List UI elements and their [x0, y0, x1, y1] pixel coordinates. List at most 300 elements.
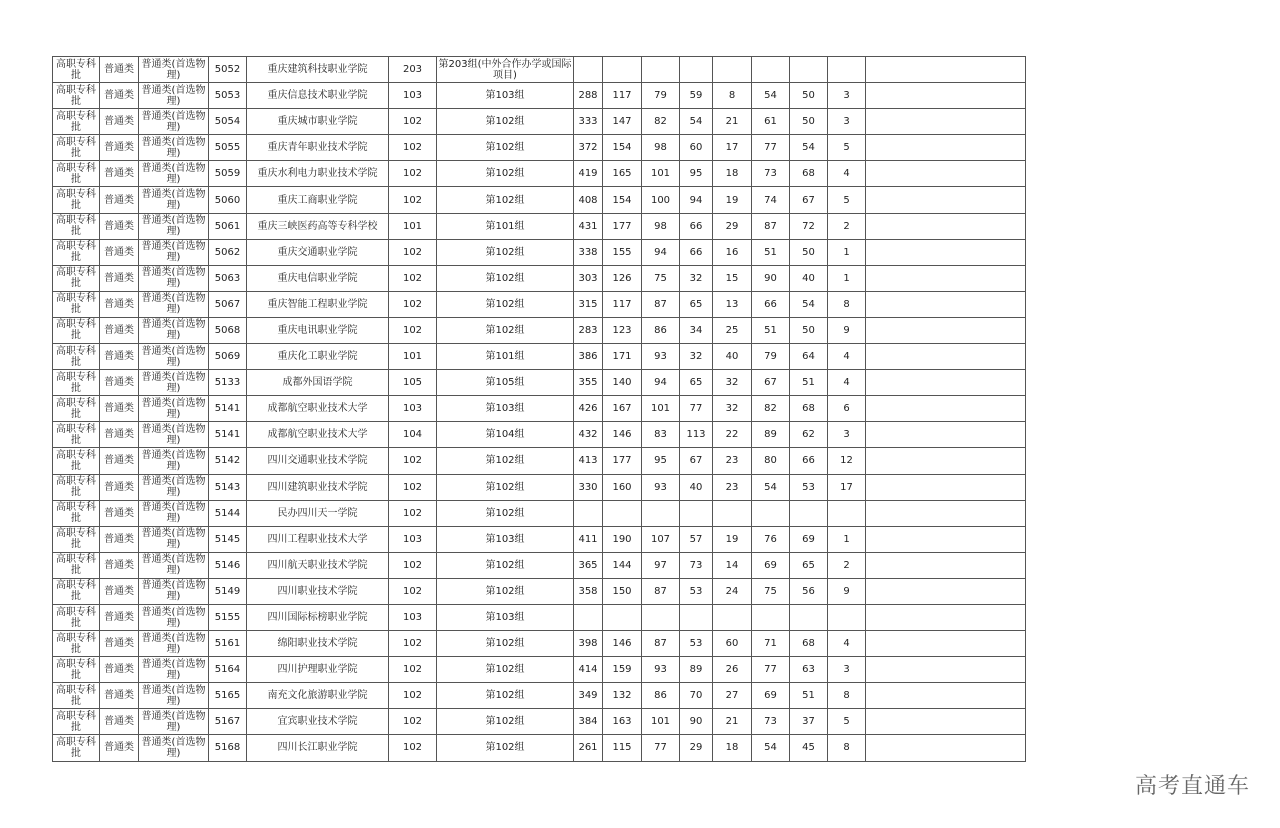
subject-type-cell: 普通类(首选物理): [139, 213, 209, 239]
group-name-cell: 第102组: [437, 187, 574, 213]
score-physics-cell: 8: [713, 83, 752, 109]
table-row: [53, 552, 1026, 578]
school-code-cell: 5146: [209, 552, 247, 578]
school-name-cell: 重庆信息技术职业学院: [247, 83, 389, 109]
score-chinese-cell: 132: [603, 683, 642, 709]
school-code-cell: 5060: [209, 187, 247, 213]
score-math-cell: 87: [642, 631, 680, 657]
score-physics-cell: 19: [713, 526, 752, 552]
school-code-cell: 5062: [209, 239, 247, 265]
score-physics-cell: 27: [713, 683, 752, 709]
table-row: [53, 683, 1026, 709]
rank-cell: 9: [828, 317, 866, 343]
table-row: [53, 526, 1026, 552]
category-cell: 普通类: [100, 370, 139, 396]
score-elective-1-cell: 80: [752, 448, 790, 474]
rank-cell: 5: [828, 187, 866, 213]
score-chinese-cell: 159: [603, 657, 642, 683]
category-cell: 普通类: [100, 396, 139, 422]
batch-cell: 高职专科批: [53, 265, 100, 291]
rank-cell: 1: [828, 265, 866, 291]
school-code-cell: 5141: [209, 396, 247, 422]
group-name-cell: 第103组: [437, 396, 574, 422]
score-physics-cell: 15: [713, 265, 752, 291]
score-physics-cell: 32: [713, 370, 752, 396]
school-name-cell: 四川职业技术学院: [247, 578, 389, 604]
score-physics-cell: 21: [713, 709, 752, 735]
blank-cell: [866, 578, 1026, 604]
score-english-cell: [680, 57, 713, 83]
score-chinese-cell: [603, 604, 642, 630]
score-english-cell: 65: [680, 291, 713, 317]
subject-type-cell: 普通类(首选物理): [139, 552, 209, 578]
score-elective-2-cell: 50: [790, 317, 828, 343]
score-physics-cell: 60: [713, 631, 752, 657]
table-row: [53, 239, 1026, 265]
score-total-cell: 426: [574, 396, 603, 422]
score-math-cell: 107: [642, 526, 680, 552]
table-row: [53, 448, 1026, 474]
rank-cell: 5: [828, 709, 866, 735]
batch-cell: 高职专科批: [53, 57, 100, 83]
score-math-cell: [642, 604, 680, 630]
score-elective-1-cell: 51: [752, 239, 790, 265]
rank-cell: [828, 604, 866, 630]
table-row: [53, 631, 1026, 657]
score-chinese-cell: 167: [603, 396, 642, 422]
blank-cell: [866, 526, 1026, 552]
batch-cell: 高职专科批: [53, 239, 100, 265]
score-elective-1-cell: 74: [752, 187, 790, 213]
score-chinese-cell: 117: [603, 83, 642, 109]
score-math-cell: 94: [642, 370, 680, 396]
batch-cell: 高职专科批: [53, 448, 100, 474]
score-english-cell: 32: [680, 265, 713, 291]
batch-cell: 高职专科批: [53, 135, 100, 161]
score-physics-cell: 40: [713, 344, 752, 370]
blank-cell: [866, 422, 1026, 448]
group-name-cell: 第104组: [437, 422, 574, 448]
score-english-cell: 70: [680, 683, 713, 709]
score-physics-cell: 13: [713, 291, 752, 317]
school-name-cell: 四川长江职业学院: [247, 735, 389, 761]
score-elective-2-cell: 69: [790, 526, 828, 552]
school-code-cell: 5144: [209, 500, 247, 526]
group-name-cell: 第102组: [437, 683, 574, 709]
score-math-cell: 86: [642, 317, 680, 343]
score-elective-2-cell: 64: [790, 344, 828, 370]
subject-type-cell: 普通类(首选物理): [139, 657, 209, 683]
score-english-cell: [680, 500, 713, 526]
table-row: [53, 213, 1026, 239]
school-name-cell: 重庆电讯职业学院: [247, 317, 389, 343]
blank-cell: [866, 317, 1026, 343]
score-physics-cell: 14: [713, 552, 752, 578]
category-cell: 普通类: [100, 317, 139, 343]
group-code-cell: 104: [389, 422, 437, 448]
school-code-cell: 5063: [209, 265, 247, 291]
score-total-cell: 413: [574, 448, 603, 474]
table-row: [53, 317, 1026, 343]
batch-cell: 高职专科批: [53, 604, 100, 630]
score-english-cell: 94: [680, 187, 713, 213]
batch-cell: 高职专科批: [53, 735, 100, 761]
subject-type-cell: 普通类(首选物理): [139, 474, 209, 500]
watermark-text: 高考直通车: [1134, 774, 1250, 799]
score-elective-2-cell: 68: [790, 161, 828, 187]
score-chinese-cell: 126: [603, 265, 642, 291]
group-code-cell: 102: [389, 709, 437, 735]
subject-type-cell: 普通类(首选物理): [139, 135, 209, 161]
score-chinese-cell: 163: [603, 709, 642, 735]
group-name-cell: 第102组: [437, 552, 574, 578]
group-name-cell: 第102组: [437, 109, 574, 135]
table-row: [53, 422, 1026, 448]
rank-cell: 3: [828, 83, 866, 109]
group-code-cell: 102: [389, 500, 437, 526]
batch-cell: 高职专科批: [53, 526, 100, 552]
score-chinese-cell: 155: [603, 239, 642, 265]
table-row: [53, 370, 1026, 396]
group-name-cell: 第102组: [437, 500, 574, 526]
score-english-cell: 34: [680, 317, 713, 343]
school-name-cell: 四川工程职业技术大学: [247, 526, 389, 552]
subject-type-cell: 普通类(首选物理): [139, 500, 209, 526]
blank-cell: [866, 735, 1026, 761]
school-code-cell: 5142: [209, 448, 247, 474]
score-total-cell: [574, 57, 603, 83]
rank-cell: 4: [828, 370, 866, 396]
score-elective-2-cell: 63: [790, 657, 828, 683]
school-name-cell: 成都外国语学院: [247, 370, 389, 396]
score-math-cell: 95: [642, 448, 680, 474]
score-english-cell: 65: [680, 370, 713, 396]
score-elective-1-cell: [752, 500, 790, 526]
group-code-cell: 102: [389, 683, 437, 709]
table-row: [53, 187, 1026, 213]
score-elective-1-cell: 71: [752, 631, 790, 657]
score-math-cell: 87: [642, 578, 680, 604]
score-math-cell: 101: [642, 161, 680, 187]
score-math-cell: 101: [642, 709, 680, 735]
school-name-cell: 成都航空职业技术大学: [247, 422, 389, 448]
score-math-cell: 98: [642, 213, 680, 239]
category-cell: 普通类: [100, 552, 139, 578]
table-row: [53, 161, 1026, 187]
score-physics-cell: 17: [713, 135, 752, 161]
score-math-cell: 100: [642, 187, 680, 213]
table-row: [53, 604, 1026, 630]
group-code-cell: 102: [389, 291, 437, 317]
score-total-cell: 333: [574, 109, 603, 135]
group-name-cell: 第103组: [437, 604, 574, 630]
blank-cell: [866, 239, 1026, 265]
score-math-cell: [642, 57, 680, 83]
score-total-cell: [574, 500, 603, 526]
score-elective-2-cell: 72: [790, 213, 828, 239]
category-cell: 普通类: [100, 265, 139, 291]
score-total-cell: 411: [574, 526, 603, 552]
score-elective-1-cell: 51: [752, 317, 790, 343]
batch-cell: 高职专科批: [53, 422, 100, 448]
school-code-cell: 5165: [209, 683, 247, 709]
score-elective-2-cell: 50: [790, 239, 828, 265]
school-name-cell: 重庆水利电力职业技术学院: [247, 161, 389, 187]
group-code-cell: 102: [389, 239, 437, 265]
group-code-cell: 103: [389, 83, 437, 109]
score-english-cell: 59: [680, 83, 713, 109]
score-english-cell: 95: [680, 161, 713, 187]
school-name-cell: 重庆青年职业技术学院: [247, 135, 389, 161]
blank-cell: [866, 552, 1026, 578]
score-elective-2-cell: 40: [790, 265, 828, 291]
group-code-cell: 102: [389, 474, 437, 500]
batch-cell: 高职专科批: [53, 109, 100, 135]
group-name-cell: 第103组: [437, 526, 574, 552]
score-elective-2-cell: 51: [790, 683, 828, 709]
score-chinese-cell: 123: [603, 317, 642, 343]
score-chinese-cell: 154: [603, 187, 642, 213]
score-elective-1-cell: [752, 604, 790, 630]
group-code-cell: 105: [389, 370, 437, 396]
batch-cell: 高职专科批: [53, 552, 100, 578]
subject-type-cell: 普通类(首选物理): [139, 448, 209, 474]
group-code-cell: 102: [389, 448, 437, 474]
school-code-cell: 5052: [209, 57, 247, 83]
school-name-cell: 绵阳职业技术学院: [247, 631, 389, 657]
blank-cell: [866, 83, 1026, 109]
score-math-cell: 93: [642, 344, 680, 370]
score-physics-cell: 22: [713, 422, 752, 448]
school-name-cell: 四川国际标榜职业学院: [247, 604, 389, 630]
score-math-cell: 77: [642, 735, 680, 761]
score-chinese-cell: 140: [603, 370, 642, 396]
score-elective-2-cell: 45: [790, 735, 828, 761]
score-math-cell: 93: [642, 657, 680, 683]
admission-table-sheet: [52, 56, 1026, 762]
score-physics-cell: 21: [713, 109, 752, 135]
category-cell: 普通类: [100, 631, 139, 657]
score-math-cell: [642, 500, 680, 526]
score-elective-1-cell: 90: [752, 265, 790, 291]
batch-cell: 高职专科批: [53, 213, 100, 239]
score-chinese-cell: 147: [603, 109, 642, 135]
score-elective-1-cell: 67: [752, 370, 790, 396]
blank-cell: [866, 161, 1026, 187]
score-total-cell: 261: [574, 735, 603, 761]
category-cell: 普通类: [100, 344, 139, 370]
group-code-cell: 102: [389, 161, 437, 187]
score-elective-2-cell: 67: [790, 187, 828, 213]
school-code-cell: 5053: [209, 83, 247, 109]
group-code-cell: 101: [389, 344, 437, 370]
batch-cell: 高职专科批: [53, 631, 100, 657]
batch-cell: 高职专科批: [53, 344, 100, 370]
subject-type-cell: 普通类(首选物理): [139, 735, 209, 761]
score-total-cell: 432: [574, 422, 603, 448]
score-physics-cell: 18: [713, 161, 752, 187]
school-name-cell: 重庆交通职业学院: [247, 239, 389, 265]
score-total-cell: 365: [574, 552, 603, 578]
group-name-cell: 第102组: [437, 578, 574, 604]
group-name-cell: 第102组: [437, 291, 574, 317]
score-elective-1-cell: 75: [752, 578, 790, 604]
category-cell: 普通类: [100, 161, 139, 187]
school-code-cell: 5145: [209, 526, 247, 552]
batch-cell: 高职专科批: [53, 291, 100, 317]
subject-type-cell: 普通类(首选物理): [139, 631, 209, 657]
score-chinese-cell: 144: [603, 552, 642, 578]
batch-cell: 高职专科批: [53, 317, 100, 343]
group-name-cell: 第102组: [437, 239, 574, 265]
blank-cell: [866, 474, 1026, 500]
table-row: [53, 265, 1026, 291]
score-elective-1-cell: 79: [752, 344, 790, 370]
score-english-cell: [680, 604, 713, 630]
school-code-cell: 5168: [209, 735, 247, 761]
score-total-cell: 315: [574, 291, 603, 317]
score-elective-1-cell: 77: [752, 135, 790, 161]
blank-cell: [866, 500, 1026, 526]
score-physics-cell: 18: [713, 735, 752, 761]
school-name-cell: 成都航空职业技术大学: [247, 396, 389, 422]
table-row: [53, 83, 1026, 109]
school-name-cell: 四川建筑职业技术学院: [247, 474, 389, 500]
score-physics-cell: [713, 57, 752, 83]
table-row: [53, 57, 1026, 83]
score-english-cell: 73: [680, 552, 713, 578]
table-row: [53, 396, 1026, 422]
school-name-cell: 重庆化工职业学院: [247, 344, 389, 370]
group-code-cell: 102: [389, 657, 437, 683]
score-math-cell: 87: [642, 291, 680, 317]
school-name-cell: 重庆三峡医药高等专科学校: [247, 213, 389, 239]
table-row: [53, 578, 1026, 604]
category-cell: 普通类: [100, 474, 139, 500]
score-elective-2-cell: 68: [790, 396, 828, 422]
group-name-cell: 第102组: [437, 631, 574, 657]
score-chinese-cell: 171: [603, 344, 642, 370]
school-name-cell: 重庆工商职业学院: [247, 187, 389, 213]
school-name-cell: 重庆建筑科技职业学院: [247, 57, 389, 83]
score-chinese-cell: 160: [603, 474, 642, 500]
batch-cell: 高职专科批: [53, 709, 100, 735]
group-code-cell: 102: [389, 187, 437, 213]
school-code-cell: 5143: [209, 474, 247, 500]
score-chinese-cell: 117: [603, 291, 642, 317]
category-cell: 普通类: [100, 109, 139, 135]
score-english-cell: 57: [680, 526, 713, 552]
score-elective-2-cell: [790, 57, 828, 83]
blank-cell: [866, 213, 1026, 239]
group-code-cell: 102: [389, 265, 437, 291]
score-total-cell: 349: [574, 683, 603, 709]
group-name-cell: 第101组: [437, 344, 574, 370]
score-elective-1-cell: 76: [752, 526, 790, 552]
score-math-cell: 93: [642, 474, 680, 500]
school-code-cell: 5061: [209, 213, 247, 239]
subject-type-cell: 普通类(首选物理): [139, 396, 209, 422]
table-row: [53, 500, 1026, 526]
table-row: [53, 474, 1026, 500]
score-chinese-cell: 154: [603, 135, 642, 161]
score-english-cell: 66: [680, 239, 713, 265]
score-elective-1-cell: 87: [752, 213, 790, 239]
rank-cell: 1: [828, 239, 866, 265]
blank-cell: [866, 109, 1026, 135]
score-elective-2-cell: 68: [790, 631, 828, 657]
score-elective-2-cell: [790, 604, 828, 630]
category-cell: 普通类: [100, 448, 139, 474]
score-elective-2-cell: [790, 500, 828, 526]
category-cell: 普通类: [100, 135, 139, 161]
subject-type-cell: 普通类(首选物理): [139, 422, 209, 448]
score-total-cell: 408: [574, 187, 603, 213]
table-row: [53, 109, 1026, 135]
subject-type-cell: 普通类(首选物理): [139, 526, 209, 552]
subject-type-cell: 普通类(首选物理): [139, 370, 209, 396]
score-physics-cell: 29: [713, 213, 752, 239]
batch-cell: 高职专科批: [53, 187, 100, 213]
score-elective-1-cell: [752, 57, 790, 83]
category-cell: 普通类: [100, 213, 139, 239]
table-row: [53, 657, 1026, 683]
group-name-cell: 第105组: [437, 370, 574, 396]
score-math-cell: 75: [642, 265, 680, 291]
school-name-cell: 四川航天职业技术学院: [247, 552, 389, 578]
subject-type-cell: 普通类(首选物理): [139, 265, 209, 291]
batch-cell: 高职专科批: [53, 500, 100, 526]
group-code-cell: 103: [389, 526, 437, 552]
score-elective-2-cell: 54: [790, 291, 828, 317]
category-cell: 普通类: [100, 683, 139, 709]
rank-cell: 2: [828, 552, 866, 578]
score-english-cell: 60: [680, 135, 713, 161]
score-total-cell: 372: [574, 135, 603, 161]
batch-cell: 高职专科批: [53, 474, 100, 500]
score-elective-2-cell: 62: [790, 422, 828, 448]
rank-cell: [828, 500, 866, 526]
school-code-cell: 5054: [209, 109, 247, 135]
group-code-cell: 102: [389, 631, 437, 657]
blank-cell: [866, 631, 1026, 657]
category-cell: 普通类: [100, 657, 139, 683]
score-total-cell: 283: [574, 317, 603, 343]
category-cell: 普通类: [100, 604, 139, 630]
score-chinese-cell: 177: [603, 448, 642, 474]
score-physics-cell: 23: [713, 474, 752, 500]
school-name-cell: 南充文化旅游职业学院: [247, 683, 389, 709]
score-elective-2-cell: 66: [790, 448, 828, 474]
batch-cell: 高职专科批: [53, 657, 100, 683]
school-code-cell: 5069: [209, 344, 247, 370]
category-cell: 普通类: [100, 291, 139, 317]
group-code-cell: 103: [389, 604, 437, 630]
group-name-cell: 第102组: [437, 448, 574, 474]
category-cell: 普通类: [100, 187, 139, 213]
blank-cell: [866, 370, 1026, 396]
score-elective-1-cell: 54: [752, 83, 790, 109]
category-cell: 普通类: [100, 526, 139, 552]
rank-cell: 9: [828, 578, 866, 604]
group-name-cell: 第101组: [437, 213, 574, 239]
group-name-cell: 第102组: [437, 265, 574, 291]
batch-cell: 高职专科批: [53, 370, 100, 396]
score-total-cell: 398: [574, 631, 603, 657]
group-name-cell: 第102组: [437, 317, 574, 343]
group-code-cell: 102: [389, 578, 437, 604]
subject-type-cell: 普通类(首选物理): [139, 709, 209, 735]
